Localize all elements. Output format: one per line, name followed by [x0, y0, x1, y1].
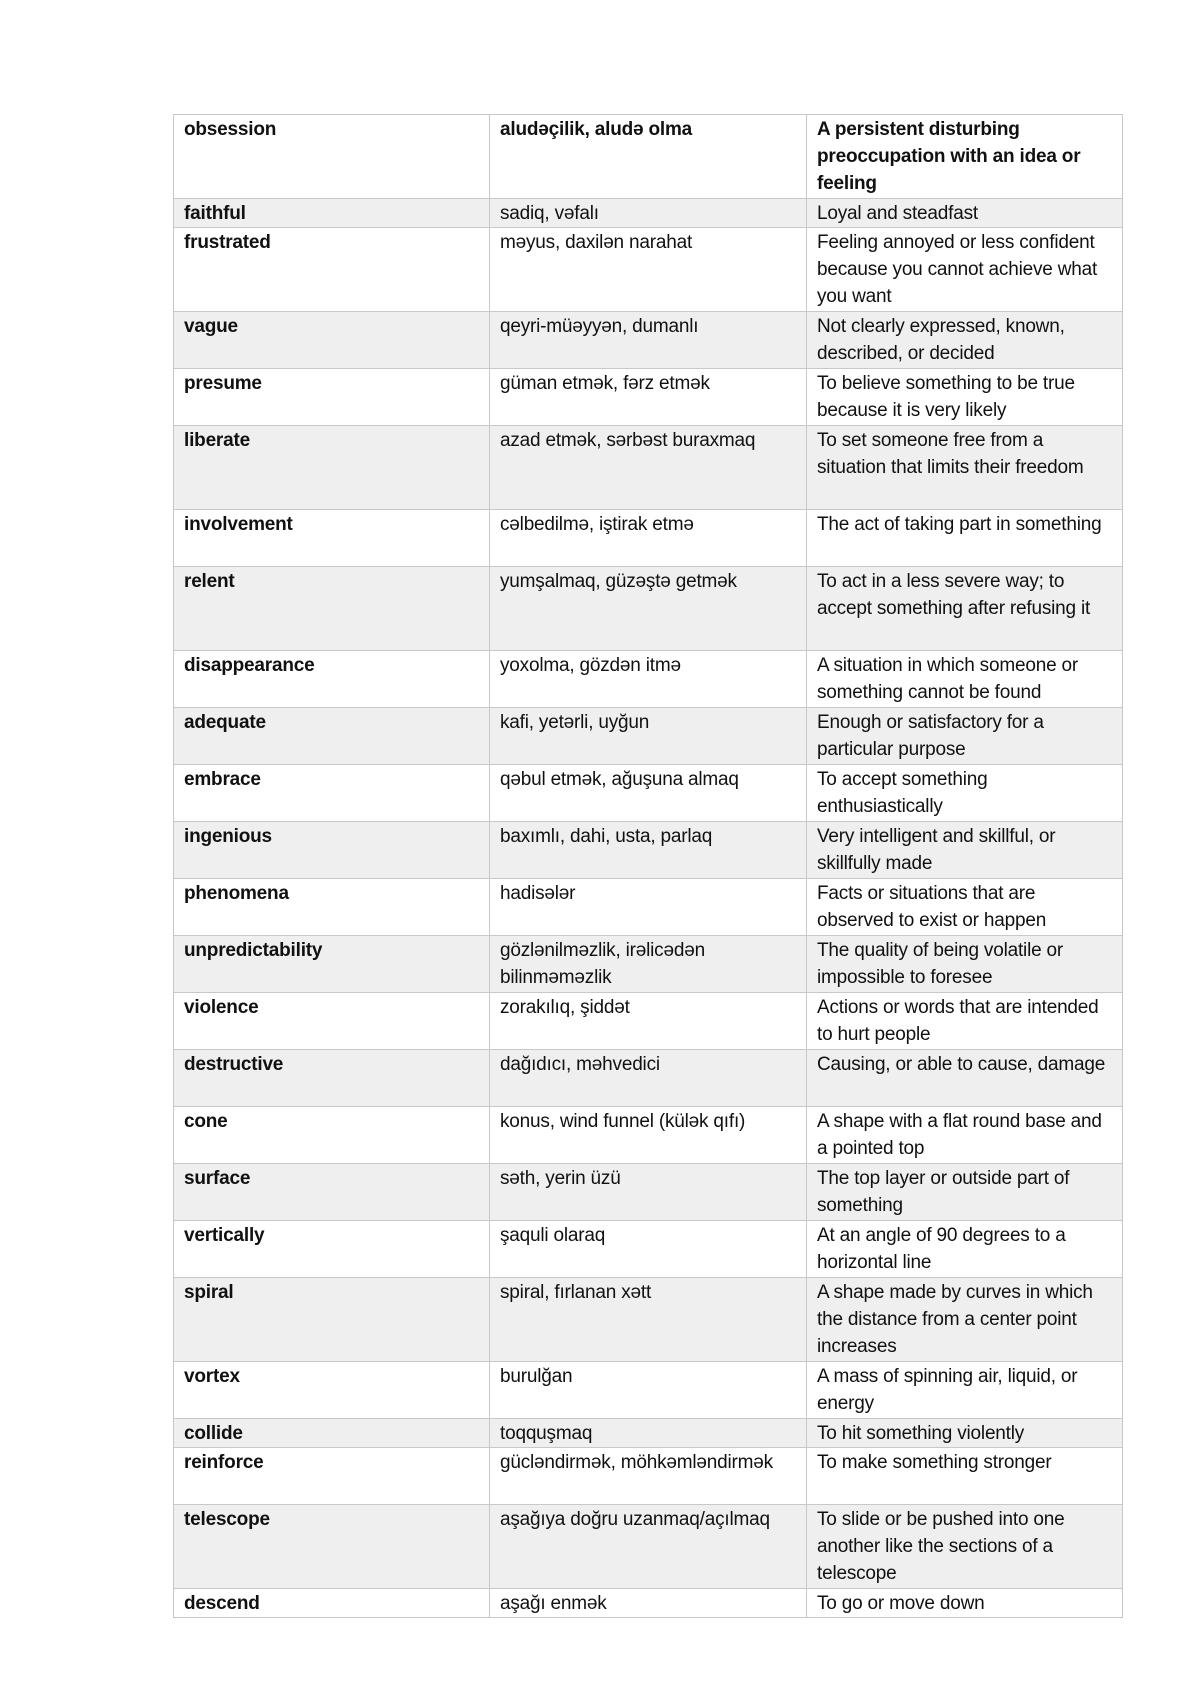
translation-cell: yumşalmaq, güzəştə getmək [490, 567, 807, 651]
definition-cell: To go or move down [807, 1589, 1123, 1618]
definition-cell: To accept something enthusiastically [807, 765, 1123, 822]
table-row [174, 936, 1123, 993]
definition-cell: Feeling annoyed or less confident because you cannot achieve what you want [807, 228, 1123, 312]
translation-cell: yoxolma, gözdən itmə [490, 651, 807, 708]
term-cell: liberate [174, 426, 490, 510]
term-cell: presume [174, 369, 490, 426]
definition-cell: The act of taking part in something [807, 510, 1123, 567]
table-row [174, 765, 1123, 822]
translation-cell: qəbul etmək, ağuşuna almaq [490, 765, 807, 822]
translation-cell: aşağıya doğru uzanmaq/açılmaq [490, 1505, 807, 1589]
table-row [174, 708, 1123, 765]
table-row [174, 199, 1123, 228]
translation-cell: sadiq, vəfalı [490, 199, 807, 228]
definition-cell: To believe something to be true because it is very likely [807, 369, 1123, 426]
table-row [174, 1505, 1123, 1589]
definition-cell: At an angle of 90 degrees to a horizontal line [807, 1221, 1123, 1278]
translation-cell: dağıdıcı, məhvedici [490, 1050, 807, 1107]
translation-cell: gücləndirmək, möhkəmləndirmək [490, 1448, 807, 1505]
table-row [174, 1589, 1123, 1618]
term-cell: spiral [174, 1278, 490, 1362]
table-row [174, 510, 1123, 567]
term-cell: unpredictability [174, 936, 490, 993]
definition-cell: To make something stronger [807, 1448, 1123, 1505]
term-cell: faithful [174, 199, 490, 228]
term-cell: vertically [174, 1221, 490, 1278]
translation-cell: toqquşmaq [490, 1419, 807, 1448]
definition-cell: A situation in which someone or something cannot be found [807, 651, 1123, 708]
term-cell: descend [174, 1589, 490, 1618]
table-row [174, 567, 1123, 651]
term-cell: disappearance [174, 651, 490, 708]
term-cell: vortex [174, 1362, 490, 1419]
table-row [174, 1164, 1123, 1221]
definition-cell: Loyal and steadfast [807, 199, 1123, 228]
translation-cell: baxımlı, dahi, usta, parlaq [490, 822, 807, 879]
table-row [174, 312, 1123, 369]
translation-cell: gözlənilməzlik, irəlicədən bilinməməzlik [490, 936, 807, 993]
definition-cell: To act in a less severe way; to accept something after refusing it [807, 567, 1123, 651]
table-row [174, 822, 1123, 879]
term-cell: cone [174, 1107, 490, 1164]
term-cell: relent [174, 567, 490, 651]
definition-cell: To hit something violently [807, 1419, 1123, 1448]
translation-cell: kafi, yetərli, uyğun [490, 708, 807, 765]
definition-cell: Actions or words that are intended to hurt people [807, 993, 1123, 1050]
table-row [174, 426, 1123, 510]
definition-cell: The top layer or outside part of something [807, 1164, 1123, 1221]
table-row [174, 993, 1123, 1050]
term-cell: frustrated [174, 228, 490, 312]
term-cell: reinforce [174, 1448, 490, 1505]
term-cell: destructive [174, 1050, 490, 1107]
translation-cell: burulğan [490, 1362, 807, 1419]
translation-cell: qeyri-müəyyən, dumanlı [490, 312, 807, 369]
table-row [174, 1221, 1123, 1278]
translation-cell: səth, yerin üzü [490, 1164, 807, 1221]
definition-cell: A mass of spinning air, liquid, or energy [807, 1362, 1123, 1419]
translation-cell: konus, wind funnel (külək qıfı) [490, 1107, 807, 1164]
table-row [174, 1448, 1123, 1505]
definition-cell: To slide or be pushed into one another like the sections of a telescope [807, 1505, 1123, 1589]
table-row [174, 228, 1123, 312]
definition-cell: A shape with a flat round base and a pointed top [807, 1107, 1123, 1164]
definition-cell: Facts or situations that are observed to exist or happen [807, 879, 1123, 936]
term-cell: involvement [174, 510, 490, 567]
term-cell: ingenious [174, 822, 490, 879]
term-cell: phenomena [174, 879, 490, 936]
definition-cell: To set someone free from a situation that limits their freedom [807, 426, 1123, 510]
table-row [174, 115, 1123, 199]
term-cell: embrace [174, 765, 490, 822]
table-row [174, 1362, 1123, 1419]
table-row [174, 879, 1123, 936]
translation-cell: azad etmək, sərbəst buraxmaq [490, 426, 807, 510]
definition-cell: Enough or satisfactory for a particular purpose [807, 708, 1123, 765]
table-row [174, 1050, 1123, 1107]
term-cell: collide [174, 1419, 490, 1448]
table-row [174, 1419, 1123, 1448]
table-row [174, 1107, 1123, 1164]
definition-cell: Not clearly expressed, known, described, or decided [807, 312, 1123, 369]
term-cell: surface [174, 1164, 490, 1221]
table-row [174, 1278, 1123, 1362]
vocabulary-table [173, 114, 1123, 1618]
term-cell: vague [174, 312, 490, 369]
translation-cell: cəlbedilmə, iştirak etmə [490, 510, 807, 567]
translation-cell: hadisələr [490, 879, 807, 936]
term-cell: telescope [174, 1505, 490, 1589]
definition-cell: The quality of being volatile or impossible to foresee [807, 936, 1123, 993]
table-row [174, 651, 1123, 708]
table-row [174, 369, 1123, 426]
translation-cell: məyus, daxilən narahat [490, 228, 807, 312]
definition-cell: A persistent disturbing preoccupation with an idea or feeling [807, 115, 1123, 199]
definition-cell: Causing, or able to cause, damage [807, 1050, 1123, 1107]
translation-cell: spiral, fırlanan xətt [490, 1278, 807, 1362]
term-cell: obsession [174, 115, 490, 199]
translation-cell: aludəçilik, aludə olma [490, 115, 807, 199]
translation-cell: şaquli olaraq [490, 1221, 807, 1278]
definition-cell: Very intelligent and skillful, or skillfully made [807, 822, 1123, 879]
definition-cell: A shape made by curves in which the distance from a center point increases [807, 1278, 1123, 1362]
term-cell: adequate [174, 708, 490, 765]
translation-cell: aşağı enmək [490, 1589, 807, 1618]
term-cell: violence [174, 993, 490, 1050]
translation-cell: güman etmək, fərz etmək [490, 369, 807, 426]
translation-cell: zorakılıq, şiddət [490, 993, 807, 1050]
